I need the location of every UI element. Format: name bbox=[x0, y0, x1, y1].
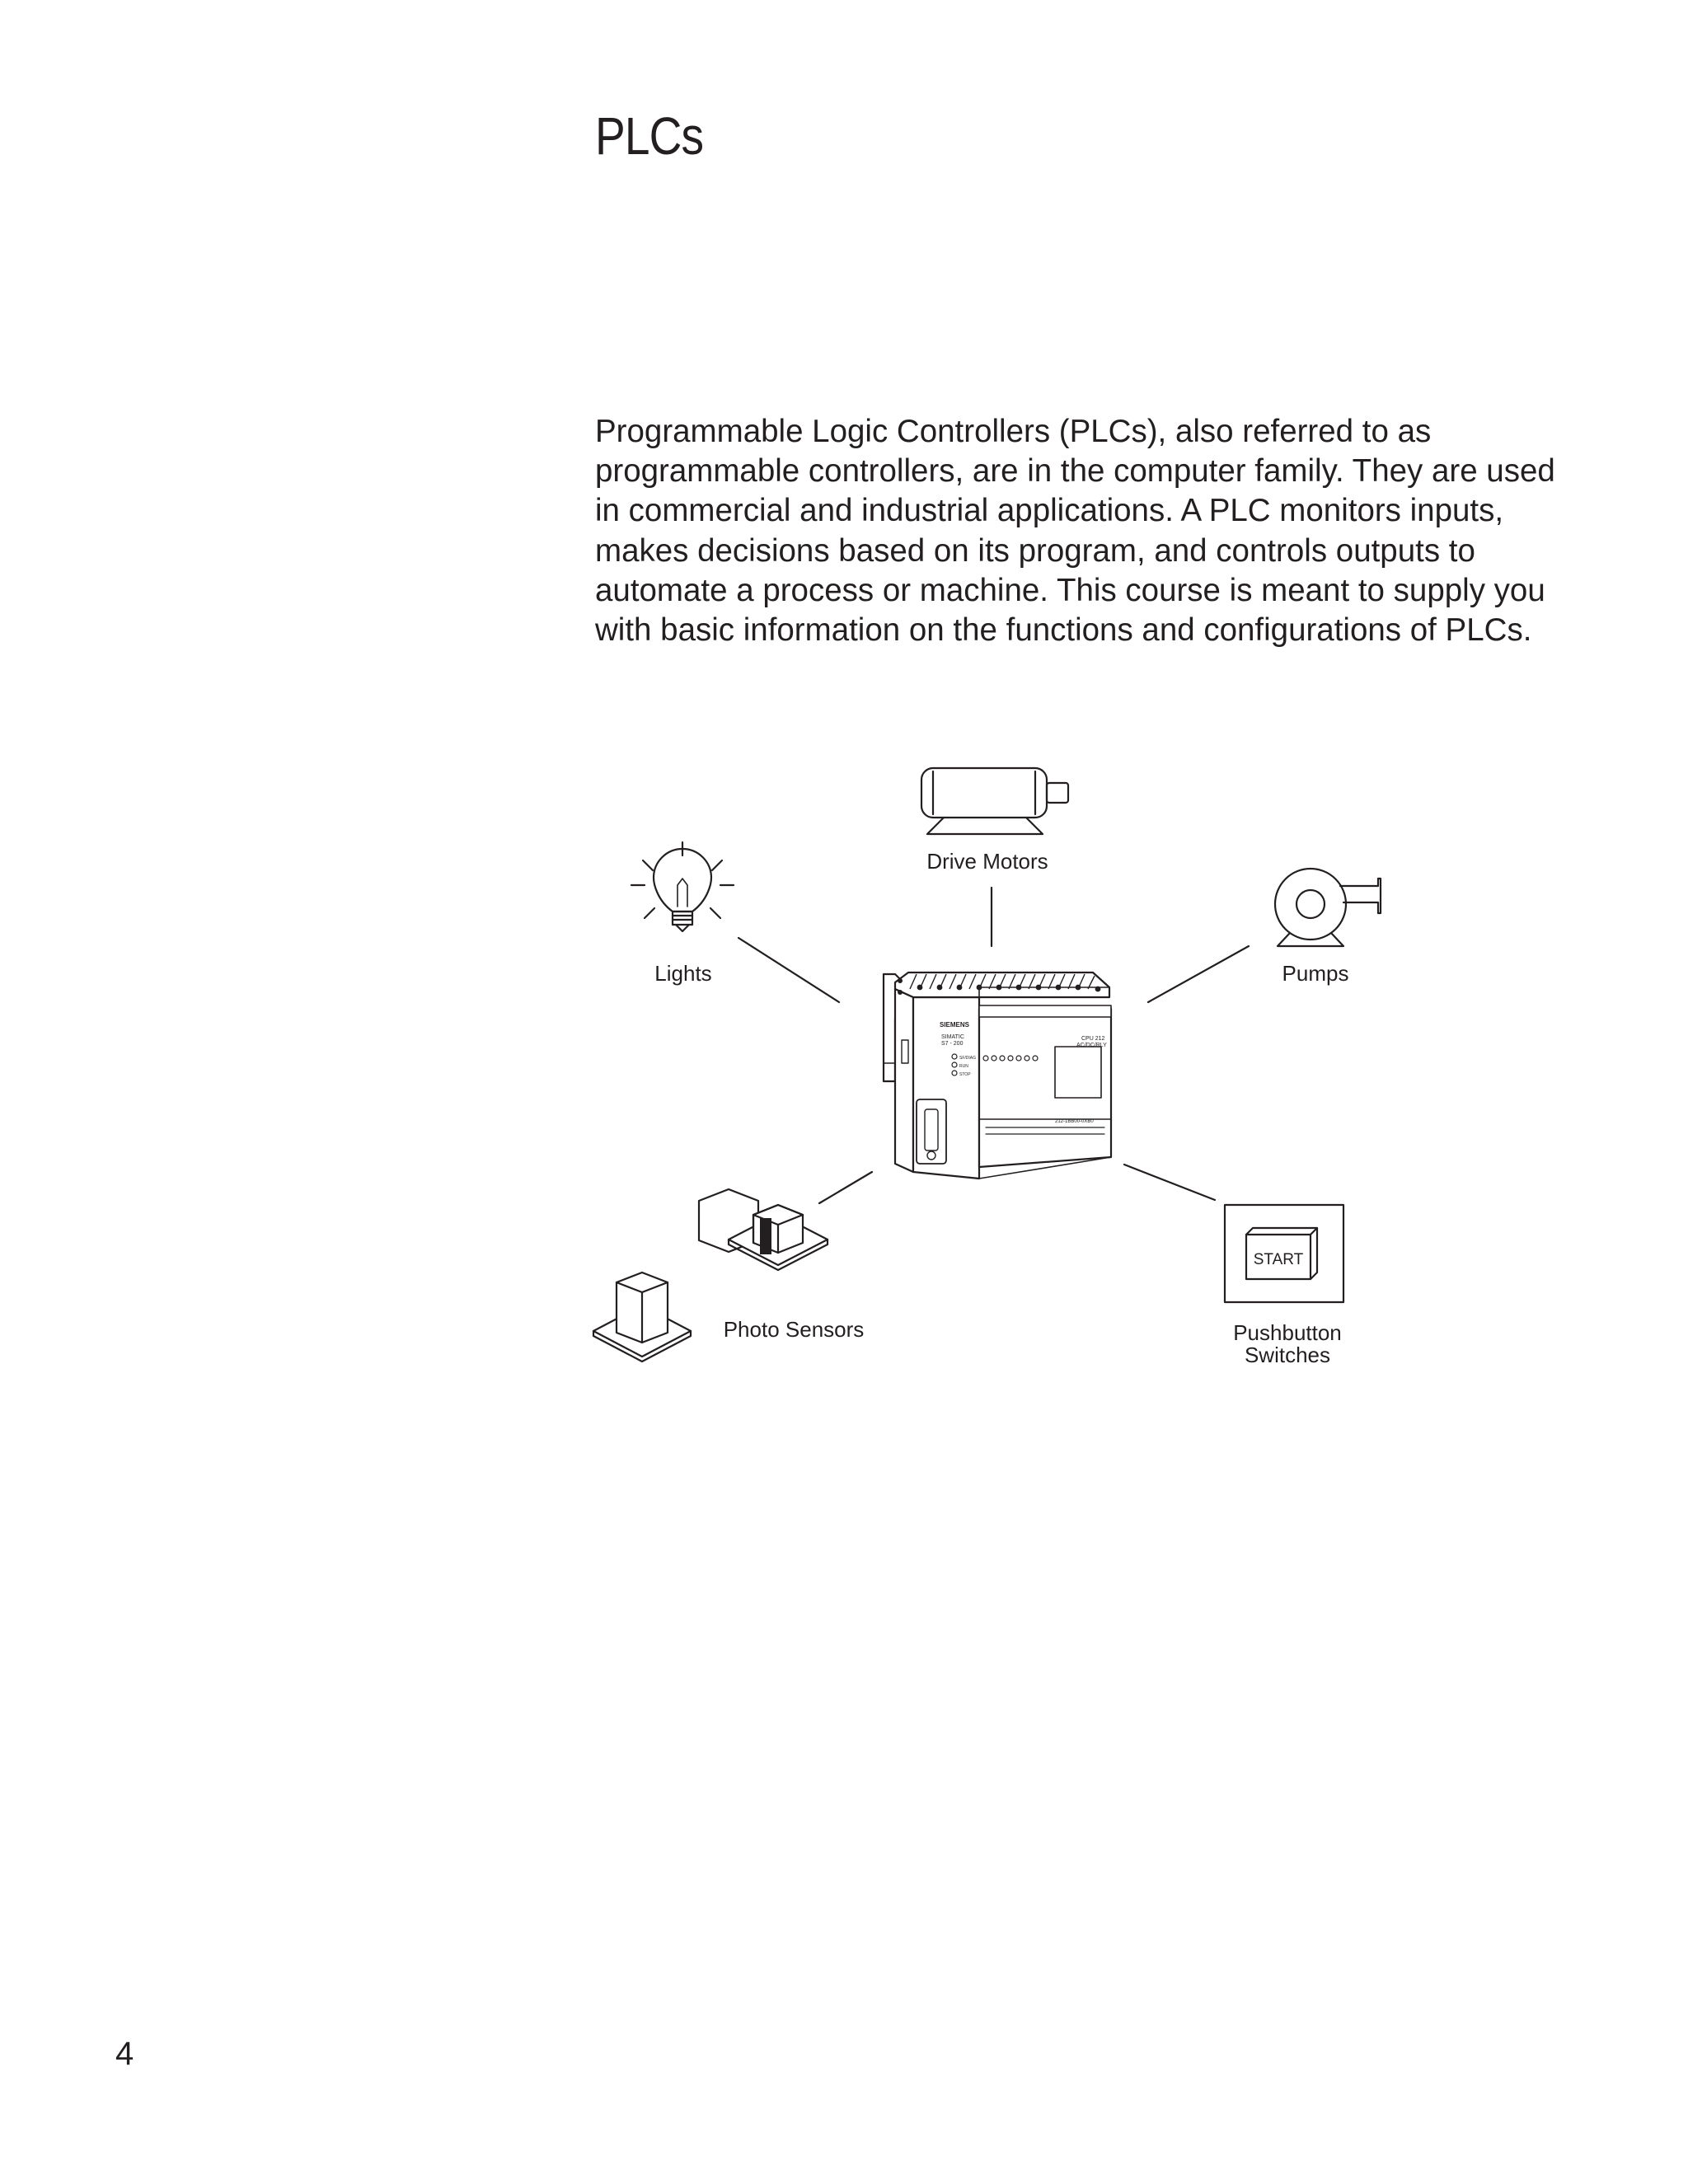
label-lights: Lights bbox=[654, 961, 712, 986]
plc-status-run: RUN bbox=[959, 1064, 968, 1069]
pump-icon bbox=[1275, 869, 1381, 946]
drive-motor-icon bbox=[921, 768, 1068, 834]
label-photo-sensors: Photo Sensors bbox=[723, 1317, 865, 1342]
plc-part-number: 212-1BB00-0XB0 bbox=[1055, 1119, 1094, 1124]
plc-cpu-type: CPU 212 bbox=[1081, 1036, 1105, 1042]
plc-icon bbox=[884, 972, 1111, 1179]
page-number: 4 bbox=[115, 2036, 134, 2072]
plc-model-line2: S7 - 200 bbox=[941, 1041, 964, 1047]
intro-paragraph: Programmable Logic Controllers (PLCs), also referred to as programmable controllers, are in the computer family. They are used in commercial and industrial applications. A PLC monitors inputs, makes decisions based on its program, and controls outputs to automate a process or machine. This course is meant to supply you with basic information on the functions and configurations of PLCs. bbox=[595, 414, 1555, 649]
start-button-label: START bbox=[1253, 1251, 1304, 1268]
label-pushbutton: Pushbutton bbox=[1233, 1320, 1342, 1345]
light-bulb-icon bbox=[631, 842, 734, 931]
plc-status-sf: SF/DIAG bbox=[959, 1056, 977, 1061]
label-drive-motors: Drive Motors bbox=[926, 849, 1048, 874]
page-title: PLCs bbox=[595, 106, 704, 166]
label-switches: Switches bbox=[1244, 1343, 1331, 1367]
plc-supply: AC/DC/RLY bbox=[1076, 1043, 1107, 1048]
plc-model-line1: SIMATIC bbox=[941, 1034, 964, 1040]
plc-brand: SIEMENS bbox=[940, 1021, 970, 1029]
plc-status-stop: STOP bbox=[959, 1072, 971, 1077]
label-pumps: Pumps bbox=[1282, 961, 1349, 986]
